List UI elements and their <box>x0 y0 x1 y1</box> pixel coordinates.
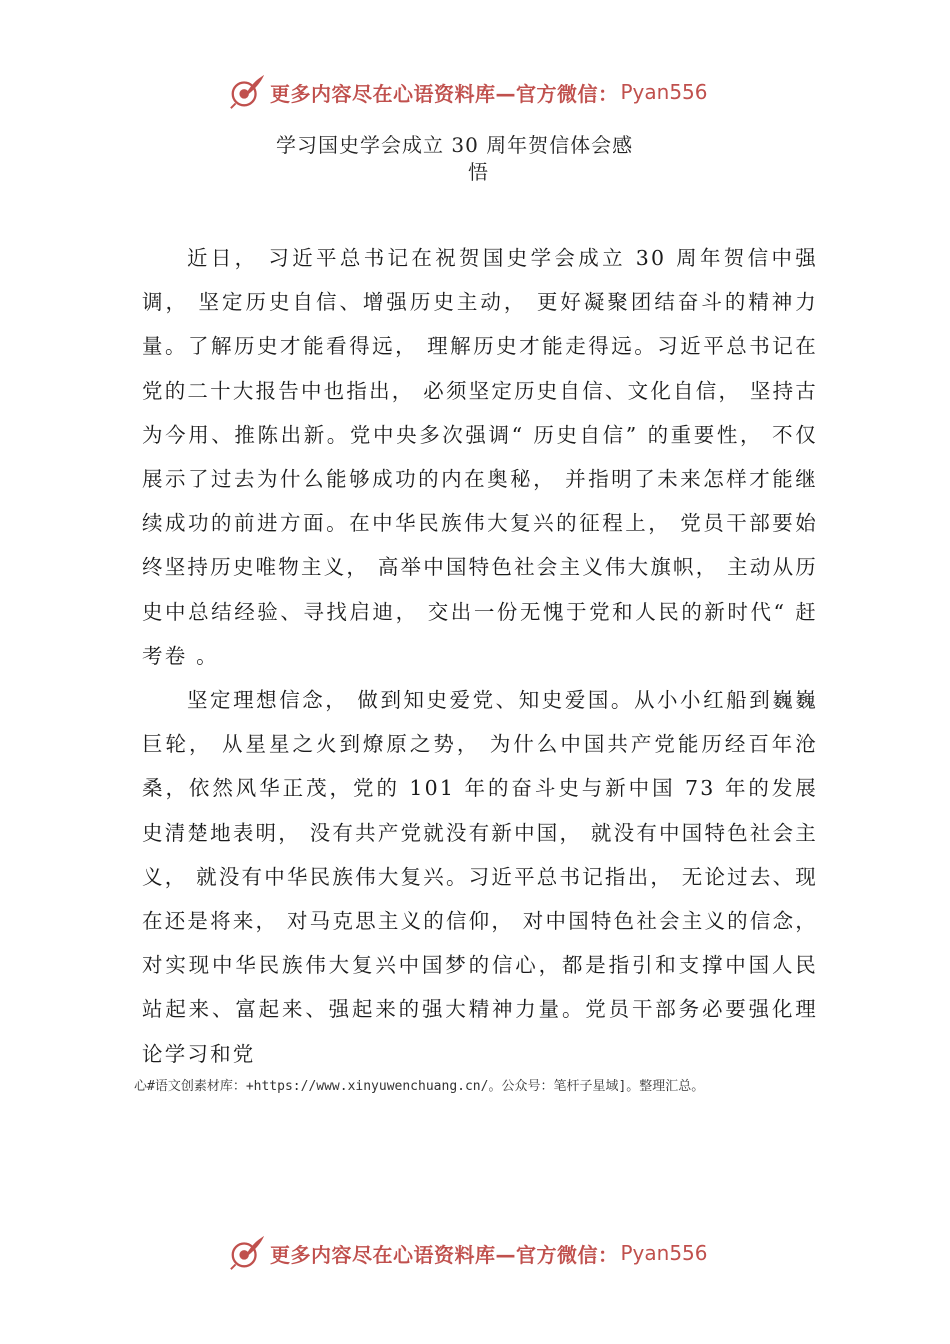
paragraph-2: 坚定理想信念， 做到知史爱党、知史爱国。从小小红船到巍巍巨轮， 从星星之火到燎原之势， 为什么中国共产党能历经百年沧桑，依然风华正茂，党的 101 年的奋斗史与新中国 73 年的发展史清楚地表明， 没有共产党就没有新中国， 就没有中国特色社会主义， 就没有中华民族伟大复兴。习近平总书记指出， 无论过去、现在还是将来， 对马克思主义的信仰， 对中国特色社会主义的信念， 对实现中华民族伟大复兴中国梦的信心，都是指引和支撑中国人民站起来、富起来、强起来的强大精神力量。党员干部务必要强化理论学习和党 <box>142 688 818 1066</box>
quill-logo-icon <box>228 73 266 111</box>
document-title <box>276 132 676 186</box>
document-body <box>142 236 818 1076</box>
banner-text: 更多内容尽在心语资料库—官方微信： <box>270 1242 619 1267</box>
title-line-1: 学习国史学会成立 30 周年贺信体会感 <box>276 133 634 157</box>
title-line-2: 悟 <box>468 160 489 184</box>
paragraph-1: 近日， 习近平总书记在祝贺国史学会成立 30 周年贺信中强调， 坚定历史自信、增强历史主动， 更好凝聚团结奋斗的精神力量。了解历史才能看得远， 理解历史才能走得远。习近平总书记在党的二十大报告中也指出， 必须坚定历史自信、文化自信， 坚持古为今用、推陈出新。党中央多次强调“ 历史自信” 的重要性， 不仅展示了过去为什么能够成功的内在奥秘， 并指明了未来怎样才能继续成功的前进方面。在中华民族伟大复兴的征程上， 党员干部要始终坚持历史唯物主义， 高举中国特色社会主义伟大旗帜， 主动从历史中总结经验、寻找启迪， 交出一份无愧于党和人民的新时代“ 赶考卷 。 <box>142 246 818 668</box>
quill-logo-icon <box>228 1234 266 1272</box>
banner-text: 更多内容尽在心语资料库—官方微信： <box>270 81 619 106</box>
header-banner <box>228 72 748 112</box>
banner-wechat-id: Pyan556 <box>620 80 708 104</box>
banner-wechat-id: Pyan556 <box>620 1241 708 1265</box>
footer-banner <box>228 1233 748 1273</box>
source-footnote: 心#语文创素材库：+https://www.xinyuwenchuang.cn/。公众号：笔杆子星域]。整理汇总。 <box>134 1079 705 1094</box>
